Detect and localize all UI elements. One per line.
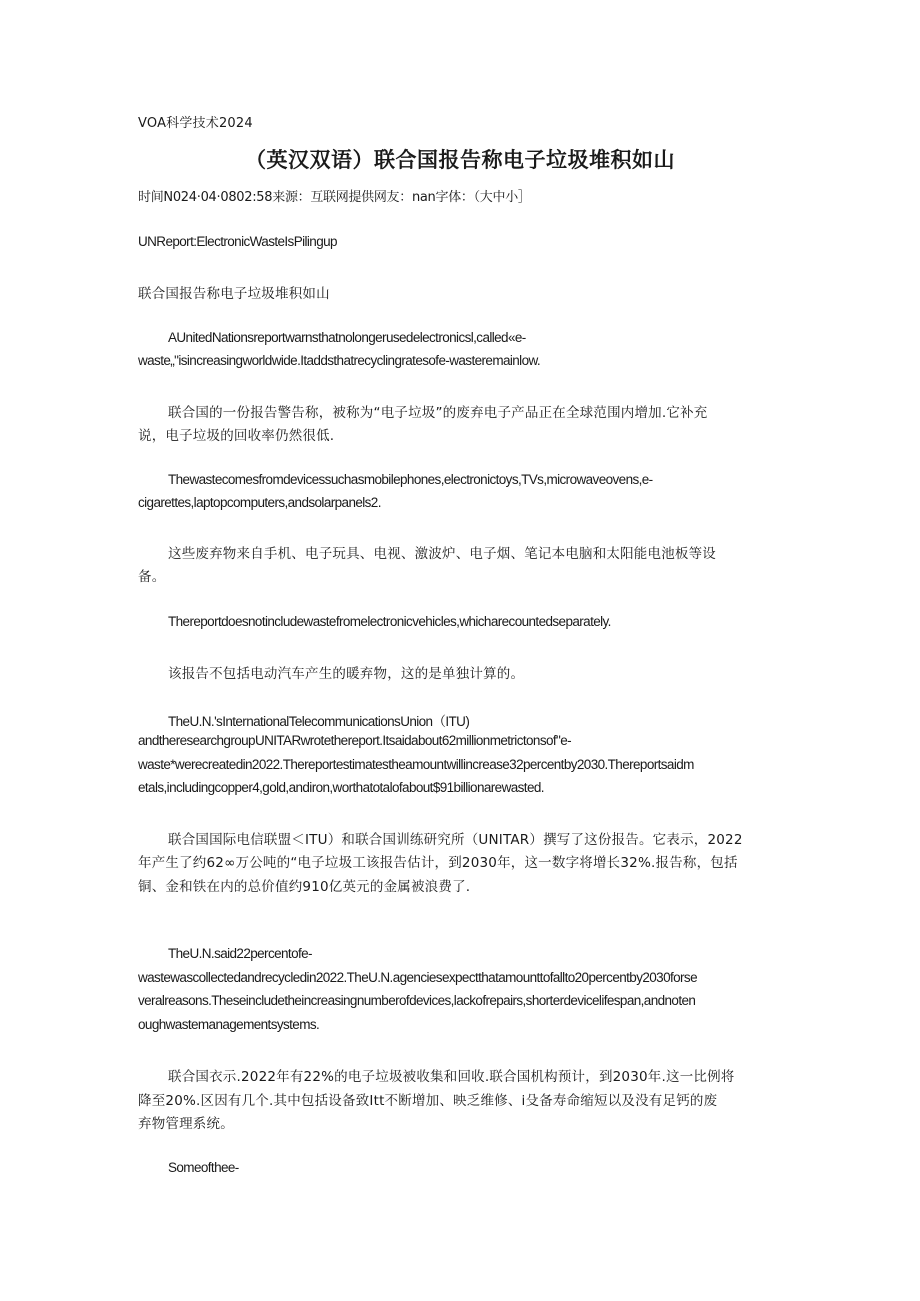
paragraph-4-en-line-3: waste*werecreatedin2022.Thereportestimatestheamountwillincrease32percentby2030.Thereportsaidm bbox=[138, 757, 694, 772]
paragraph-5-en-line-1: TheU.N.said22percentofe- bbox=[168, 946, 312, 961]
paragraph-2-en-line-2: cigarettes,laptopcomputers,andsolarpanels2. bbox=[138, 495, 381, 510]
paragraph-4-zh-line-3: 铜、金和铁在内的总价值约910亿英元的金属被浪费了. bbox=[138, 879, 471, 895]
paragraph-5-en-line-2: wastewascollectedandrecycledin2022.TheU.N.agenciesexpectthatamounttofallto20percentby2030forse bbox=[138, 970, 697, 985]
paragraph-4-en-line-1: TheU.N.'sInternationalTelecommunicationsUnion（ITU) bbox=[168, 714, 470, 729]
page-title: （英汉双语）联合国报告称电子垃圾堆积如山 bbox=[245, 148, 675, 172]
paragraph-2-zh-line-1: 这些废弃物来自手机、电子玩具、电视、激波炉、电子烟、笔记本电脑和太阳能电池板等设 bbox=[168, 546, 716, 562]
paragraph-4-zh-line-1: 联合国国际电信联盟＜ITU）和联合国训练研究所（UNITAR）撰写了这份报告。它表示，2022 bbox=[168, 832, 743, 848]
english-title: UNReport:ElectronicWasteIsPilingup bbox=[138, 234, 337, 249]
paragraph-1-zh-line-2: 说，电子垃圾的回收率仍然很低. bbox=[138, 428, 335, 444]
article-meta: 时间N024·04·0802:58来源：互联网提供网友：nan字体：（大中小］ bbox=[138, 190, 531, 205]
paragraph-6-en-line-1: Someofthee- bbox=[168, 1160, 239, 1175]
paragraph-2-en-line-1: Thewastecomesfromdevicessuchasmobilephones,electronictoys,TVs,microwaveovens,e- bbox=[168, 472, 653, 487]
paragraph-1-zh-line-1: 联合国的一份报告警告称，被称为“电子垃圾”的废弃电子产品正在全球范围内增加.它补充 bbox=[168, 405, 708, 421]
paragraph-1-en-line-1: AUnitedNationsreportwarnsthatnolongerusedelectronicsl,called«e- bbox=[168, 330, 526, 345]
paragraph-5-zh-line-2: 降至20%.区因有几个.其中包括设备致Itt不断增加、映乏维修、i殳备寿命缩短以及没有足钙的废 bbox=[138, 1093, 718, 1109]
paragraph-4-en-line-2: andtheresearchgroupUNITARwrotethereport.Itsaidabout62millionmetrictonsof"e- bbox=[138, 733, 572, 748]
chinese-title: 联合国报告称电子垃圾堆积如山 bbox=[138, 286, 330, 302]
paragraph-4-zh-line-2: 年产生了约62∞万公吨的“电子垃圾工该报告估计，到2030年，这一数字将增长32%.报告称，包括 bbox=[138, 855, 738, 871]
paragraph-3-zh-line-1: 该报告不包括电动汽车产生的暖弃物，这的是单独计算的。 bbox=[168, 666, 525, 682]
paragraph-4-en-line-4: etals,includingcopper4,gold,andiron,worthatotalofabout$91billionarewasted. bbox=[138, 780, 544, 795]
category-label: VOA科学技术2024 bbox=[138, 116, 253, 131]
paragraph-5-en-line-3: veralreasons.Theseincludetheincreasingnumberofdevices,lackofrepairs,shorterdevicelifespan,andnoten bbox=[138, 993, 696, 1008]
paragraph-5-zh-line-1: 联合国衣示.2022年有22%的电子垃圾被收集和回收.联合国机构预计，到2030年.这一比例将 bbox=[168, 1069, 735, 1085]
paragraph-5-zh-line-3: 弃物管理系统。 bbox=[138, 1116, 234, 1132]
paragraph-2-zh-line-2: 备。 bbox=[138, 569, 166, 585]
paragraph-3-en-line-1: Thereportdoesnotincludewastefromelectronicvehicles,whicharecountedseparately. bbox=[168, 614, 611, 629]
paragraph-5-en-line-4: oughwastemanagementsystems. bbox=[138, 1017, 320, 1032]
paragraph-1-en-line-2: waste„"isincreasingworldwide.Itaddsthatrecyclingratesofe-wasteremainlow. bbox=[138, 353, 541, 368]
